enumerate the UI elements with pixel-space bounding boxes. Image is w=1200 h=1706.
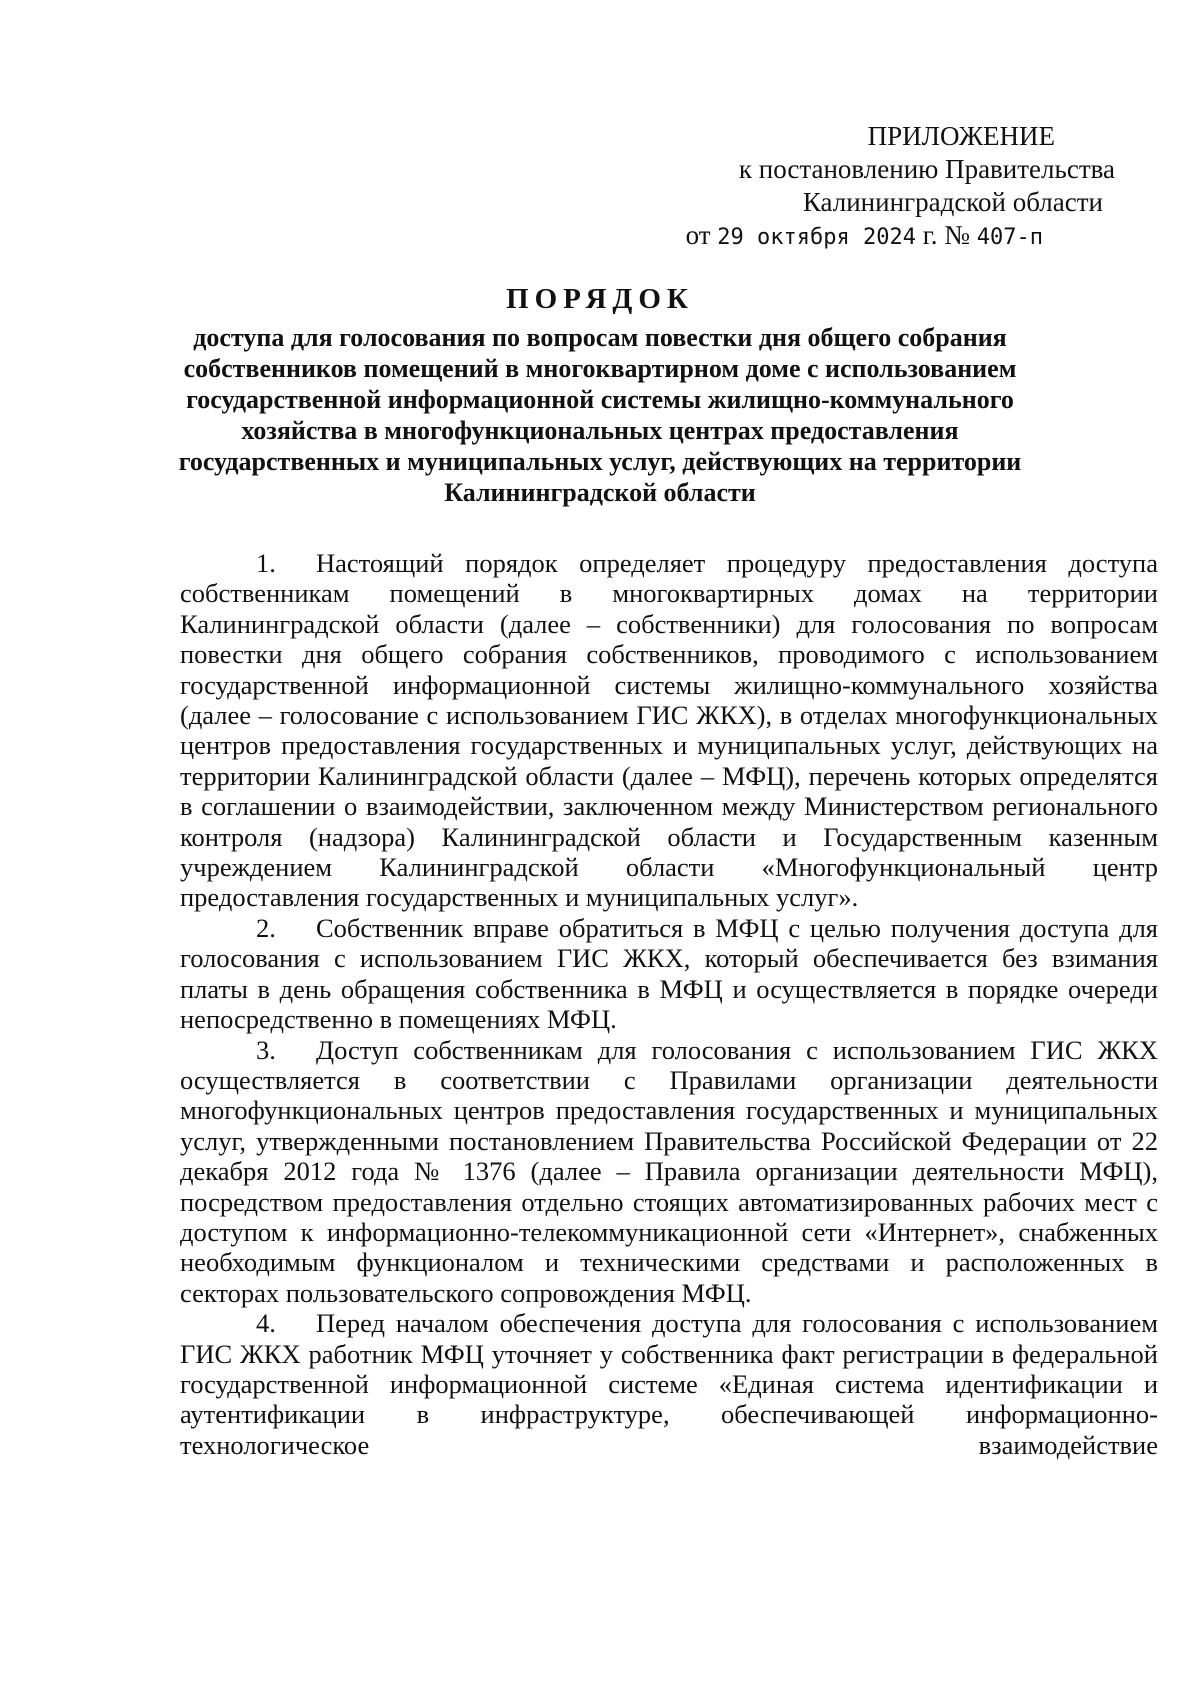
paragraph-2 — [180, 913, 1158, 1035]
subtitle-line: хозяйства в многофункциональных центрах предоставления — [241, 416, 959, 445]
appendix-line-2: Калининградской области — [802, 187, 1103, 217]
paragraph-text: Доступ собственникам для голосования с использованием ГИС ЖКХ осуществляется в соответствии с Правилами организации деятельности многофункциональных центров предоставления государственных и муниципальных услуг, утвержденными постановлением Правительства Российской Федерации от 22 декабря 2012 года № 1376 (далее – Правила организации деятельности МФЦ), посредством предоставления отдельно стоящих автоматизированных рабочих мест с доступом к информационно-телекоммуникационной сети «Интернет», снабженных необходимым функционалом и техническими средствами и расположенных в секторах пользовательского сопровождения МФЦ. — [180, 1034, 1158, 1308]
paragraph-4 — [180, 1308, 1158, 1460]
paragraph-3 — [180, 1035, 1158, 1309]
paragraph-number: 2. — [256, 912, 276, 943]
subtitle-line: государственных и муниципальных услуг, действующих на территории — [178, 447, 1022, 476]
subtitle-line: доступа для голосования по вопросам повестки дня общего собрания — [193, 323, 1007, 352]
handwritten-date: 29 октября 2024 — [717, 225, 916, 250]
subtitle-line: собственников помещений в многоквартирном доме с использованием — [183, 354, 1017, 383]
document-body — [180, 548, 1158, 1460]
appendix-title: ПРИЛОЖЕНИЕ — [867, 121, 1055, 151]
paragraph-text: Настоящий порядок определяет процедуру предоставления доступа собственникам помещений в многоквартирных домах на территории Калининградской области (далее – собственники) для голосования по вопросам повестки дня общего собрания собственников, проводимого с использованием государственной информационной системы жилищно-коммунального хозяйства (далее – голосование с использованием ГИС ЖКХ), в отделах многофункциональных центров предоставления государственных и муниципальных услуг, действующих на территории Калининградской области (далее – МФЦ), перечень которых определятся в соглашении о взаимодействии, заключенном между Министерством регионального контроля (надзора) Калининградской области и Государственным казенным учреждением Калининградской области «Многофункциональный центр предоставления государственных и муниципальных услуг». — [180, 548, 1158, 913]
appendix-header — [615, 120, 1115, 254]
paragraph-text: Собственник вправе обратиться в МФЦ с целью получения доступа для голосования с использованием ГИС ЖКХ, который обеспечивается без взимания платы в день обращения собственника в МФЦ и осуществляется в порядке очереди непосредственно в помещениях МФЦ. — [180, 912, 1158, 1035]
paragraph-number: 4. — [256, 1308, 276, 1339]
handwritten-number: 407-п — [976, 225, 1043, 250]
paragraph-1 — [180, 548, 1158, 913]
subtitle-line: Калининградской области — [444, 478, 756, 507]
appendix-date-line — [615, 219, 1115, 254]
paragraph-number: 1. — [256, 548, 276, 578]
document-title-block — [150, 282, 1050, 508]
document-title: ПОРЯДОК — [506, 283, 694, 315]
paragraph-text: Перед началом обеспечения доступа для голосования с использованием ГИС ЖКХ работник МФЦ уточняет у собственника факт регистрации в федеральной государственной информационной системе «Единая система идентификации и аутентификации в инфраструктуре, обеспечивающей информационно-технологическое взаимодействие — [180, 1308, 1158, 1460]
appendix-line-1: к постановлению Правительства — [738, 154, 1115, 184]
date-suffix: г. № — [922, 220, 971, 250]
date-prefix: от — [685, 220, 711, 250]
subtitle-line: государственной информационной системы жилищно-коммунального — [186, 385, 1014, 414]
paragraph-number: 3. — [256, 1034, 276, 1065]
